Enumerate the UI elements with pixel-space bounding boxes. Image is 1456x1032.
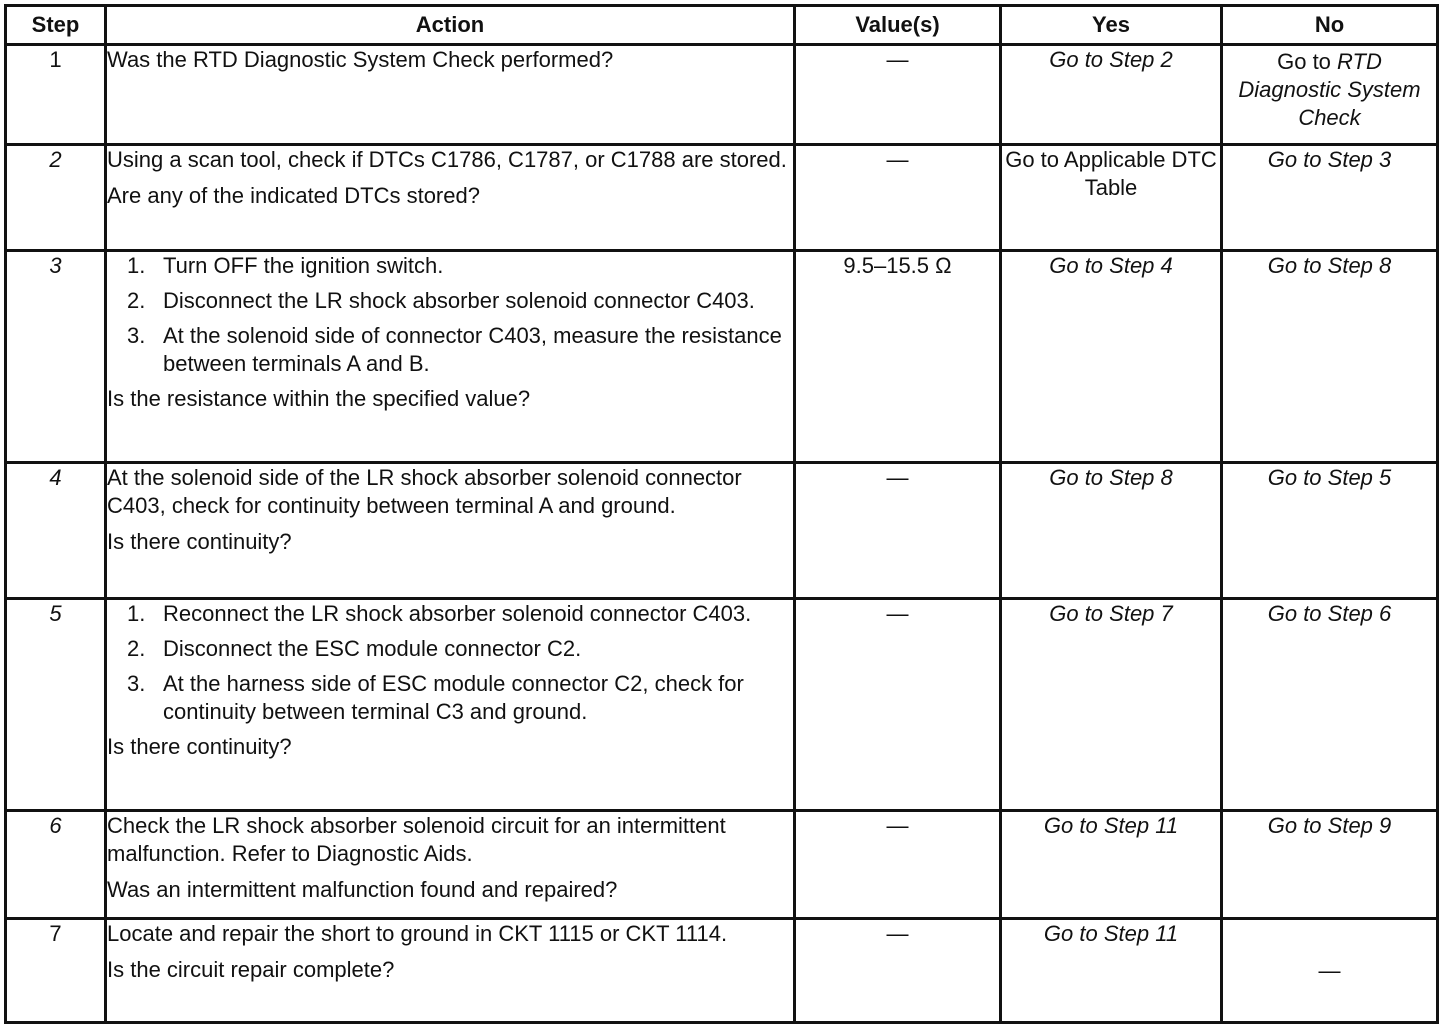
action-text: Locate and repair the short to ground in CKT 1115 or CKT 1114. — [107, 921, 728, 946]
action-cell — [106, 919, 795, 1023]
step-number: 2 — [6, 145, 106, 251]
step-number: 6 — [6, 811, 106, 919]
step-number: 3 — [6, 251, 106, 463]
no-cell: Go to Step 8 — [1222, 251, 1438, 463]
list-item — [107, 635, 793, 663]
list-number: 3. — [127, 323, 146, 348]
list-item-text: At the harness side of ESC module connector C2, check for continuity between terminal C3 and ground. — [163, 671, 744, 724]
yes-cell: Go to Step 11 — [1001, 811, 1222, 919]
action-question: Is the circuit repair complete? — [107, 957, 395, 982]
list-item-text: Disconnect the ESC module connector C2. — [163, 636, 582, 661]
yes-cell: Go to Step 2 — [1001, 45, 1222, 145]
no-cell: Go to Step 6 — [1222, 599, 1438, 811]
list-item — [107, 670, 793, 726]
action-text: At the solenoid side of the LR shock absorber solenoid connector C403, check for continuity between terminal A and ground. — [107, 465, 742, 518]
value-cell: — — [795, 45, 1001, 145]
no-cell: Go to Step 9 — [1222, 811, 1438, 919]
yes-cell: Go to Applicable DTC Table — [1001, 145, 1222, 251]
action-text: Using a scan tool, check if DTCs C1786, C1787, or C1788 are stored. — [107, 147, 787, 172]
list-item — [107, 287, 793, 315]
action-text: Check the LR shock absorber solenoid circuit for an intermittent malfunction. Refer to Diagnostic Aids. — [107, 813, 726, 866]
action-text: Was the RTD Diagnostic System Check performed? — [107, 47, 614, 72]
list-item-text: At the solenoid side of connector C403, measure the resistance between terminals A and B. — [163, 323, 782, 376]
table-row — [6, 463, 1438, 599]
no-cell — [1222, 45, 1438, 145]
action-steps — [107, 600, 793, 726]
table-row — [6, 145, 1438, 251]
table-row — [6, 251, 1438, 463]
header-action: Action — [106, 6, 795, 45]
no-cell: — — [1222, 919, 1438, 1023]
yes-cell: Go to Step 4 — [1001, 251, 1222, 463]
action-cell — [106, 599, 795, 811]
list-item — [107, 252, 793, 280]
table-row — [6, 919, 1438, 1023]
action-question: Is there continuity? — [107, 734, 292, 759]
yes-cell: Go to Step 7 — [1001, 599, 1222, 811]
list-item — [107, 600, 793, 628]
value-cell: — — [795, 811, 1001, 919]
value-cell: — — [795, 463, 1001, 599]
step-number: 1 — [6, 45, 106, 145]
no-cell: Go to Step 5 — [1222, 463, 1438, 599]
list-item-text: Reconnect the LR shock absorber solenoid connector C403. — [163, 601, 752, 626]
header-yes: Yes — [1001, 6, 1222, 45]
value-cell: — — [795, 145, 1001, 251]
action-cell — [106, 463, 795, 599]
table-row — [6, 811, 1438, 919]
list-item-text: Turn OFF the ignition switch. — [163, 253, 444, 278]
table-row — [6, 599, 1438, 811]
action-cell — [106, 251, 795, 463]
list-number: 3. — [127, 671, 146, 696]
header-values: Value(s) — [795, 6, 1001, 45]
value-cell: — — [795, 599, 1001, 811]
action-cell — [106, 45, 795, 145]
action-cell — [106, 811, 795, 919]
list-number: 2. — [127, 288, 146, 313]
list-number: 1. — [127, 601, 146, 626]
no-cell: Go to Step 3 — [1222, 145, 1438, 251]
list-number: 1. — [127, 253, 146, 278]
value-cell: 9.5–15.5 Ω — [795, 251, 1001, 463]
step-number: 7 — [6, 919, 106, 1023]
action-question: Is the resistance within the specified value? — [107, 386, 531, 411]
no-italic-ref: RTD Diagnostic System Check — [1238, 49, 1421, 130]
header-row — [6, 6, 1438, 45]
header-step: Step — [6, 6, 106, 45]
action-question: Was an intermittent malfunction found and repaired? — [107, 877, 618, 902]
list-item — [107, 322, 793, 378]
diagnostic-table — [4, 4, 1439, 1024]
action-steps — [107, 252, 793, 378]
step-number: 5 — [6, 599, 106, 811]
action-cell — [106, 145, 795, 251]
header-no: No — [1222, 6, 1438, 45]
list-number: 2. — [127, 636, 146, 661]
no-prefix: Go to — [1277, 49, 1331, 74]
yes-cell: Go to Step 11 — [1001, 919, 1222, 1023]
step-number: 4 — [6, 463, 106, 599]
list-item-text: Disconnect the LR shock absorber solenoid connector C403. — [163, 288, 755, 313]
action-question: Are any of the indicated DTCs stored? — [107, 183, 480, 208]
action-question: Is there continuity? — [107, 529, 292, 554]
yes-cell: Go to Step 8 — [1001, 463, 1222, 599]
value-cell: — — [795, 919, 1001, 1023]
table-row — [6, 45, 1438, 145]
